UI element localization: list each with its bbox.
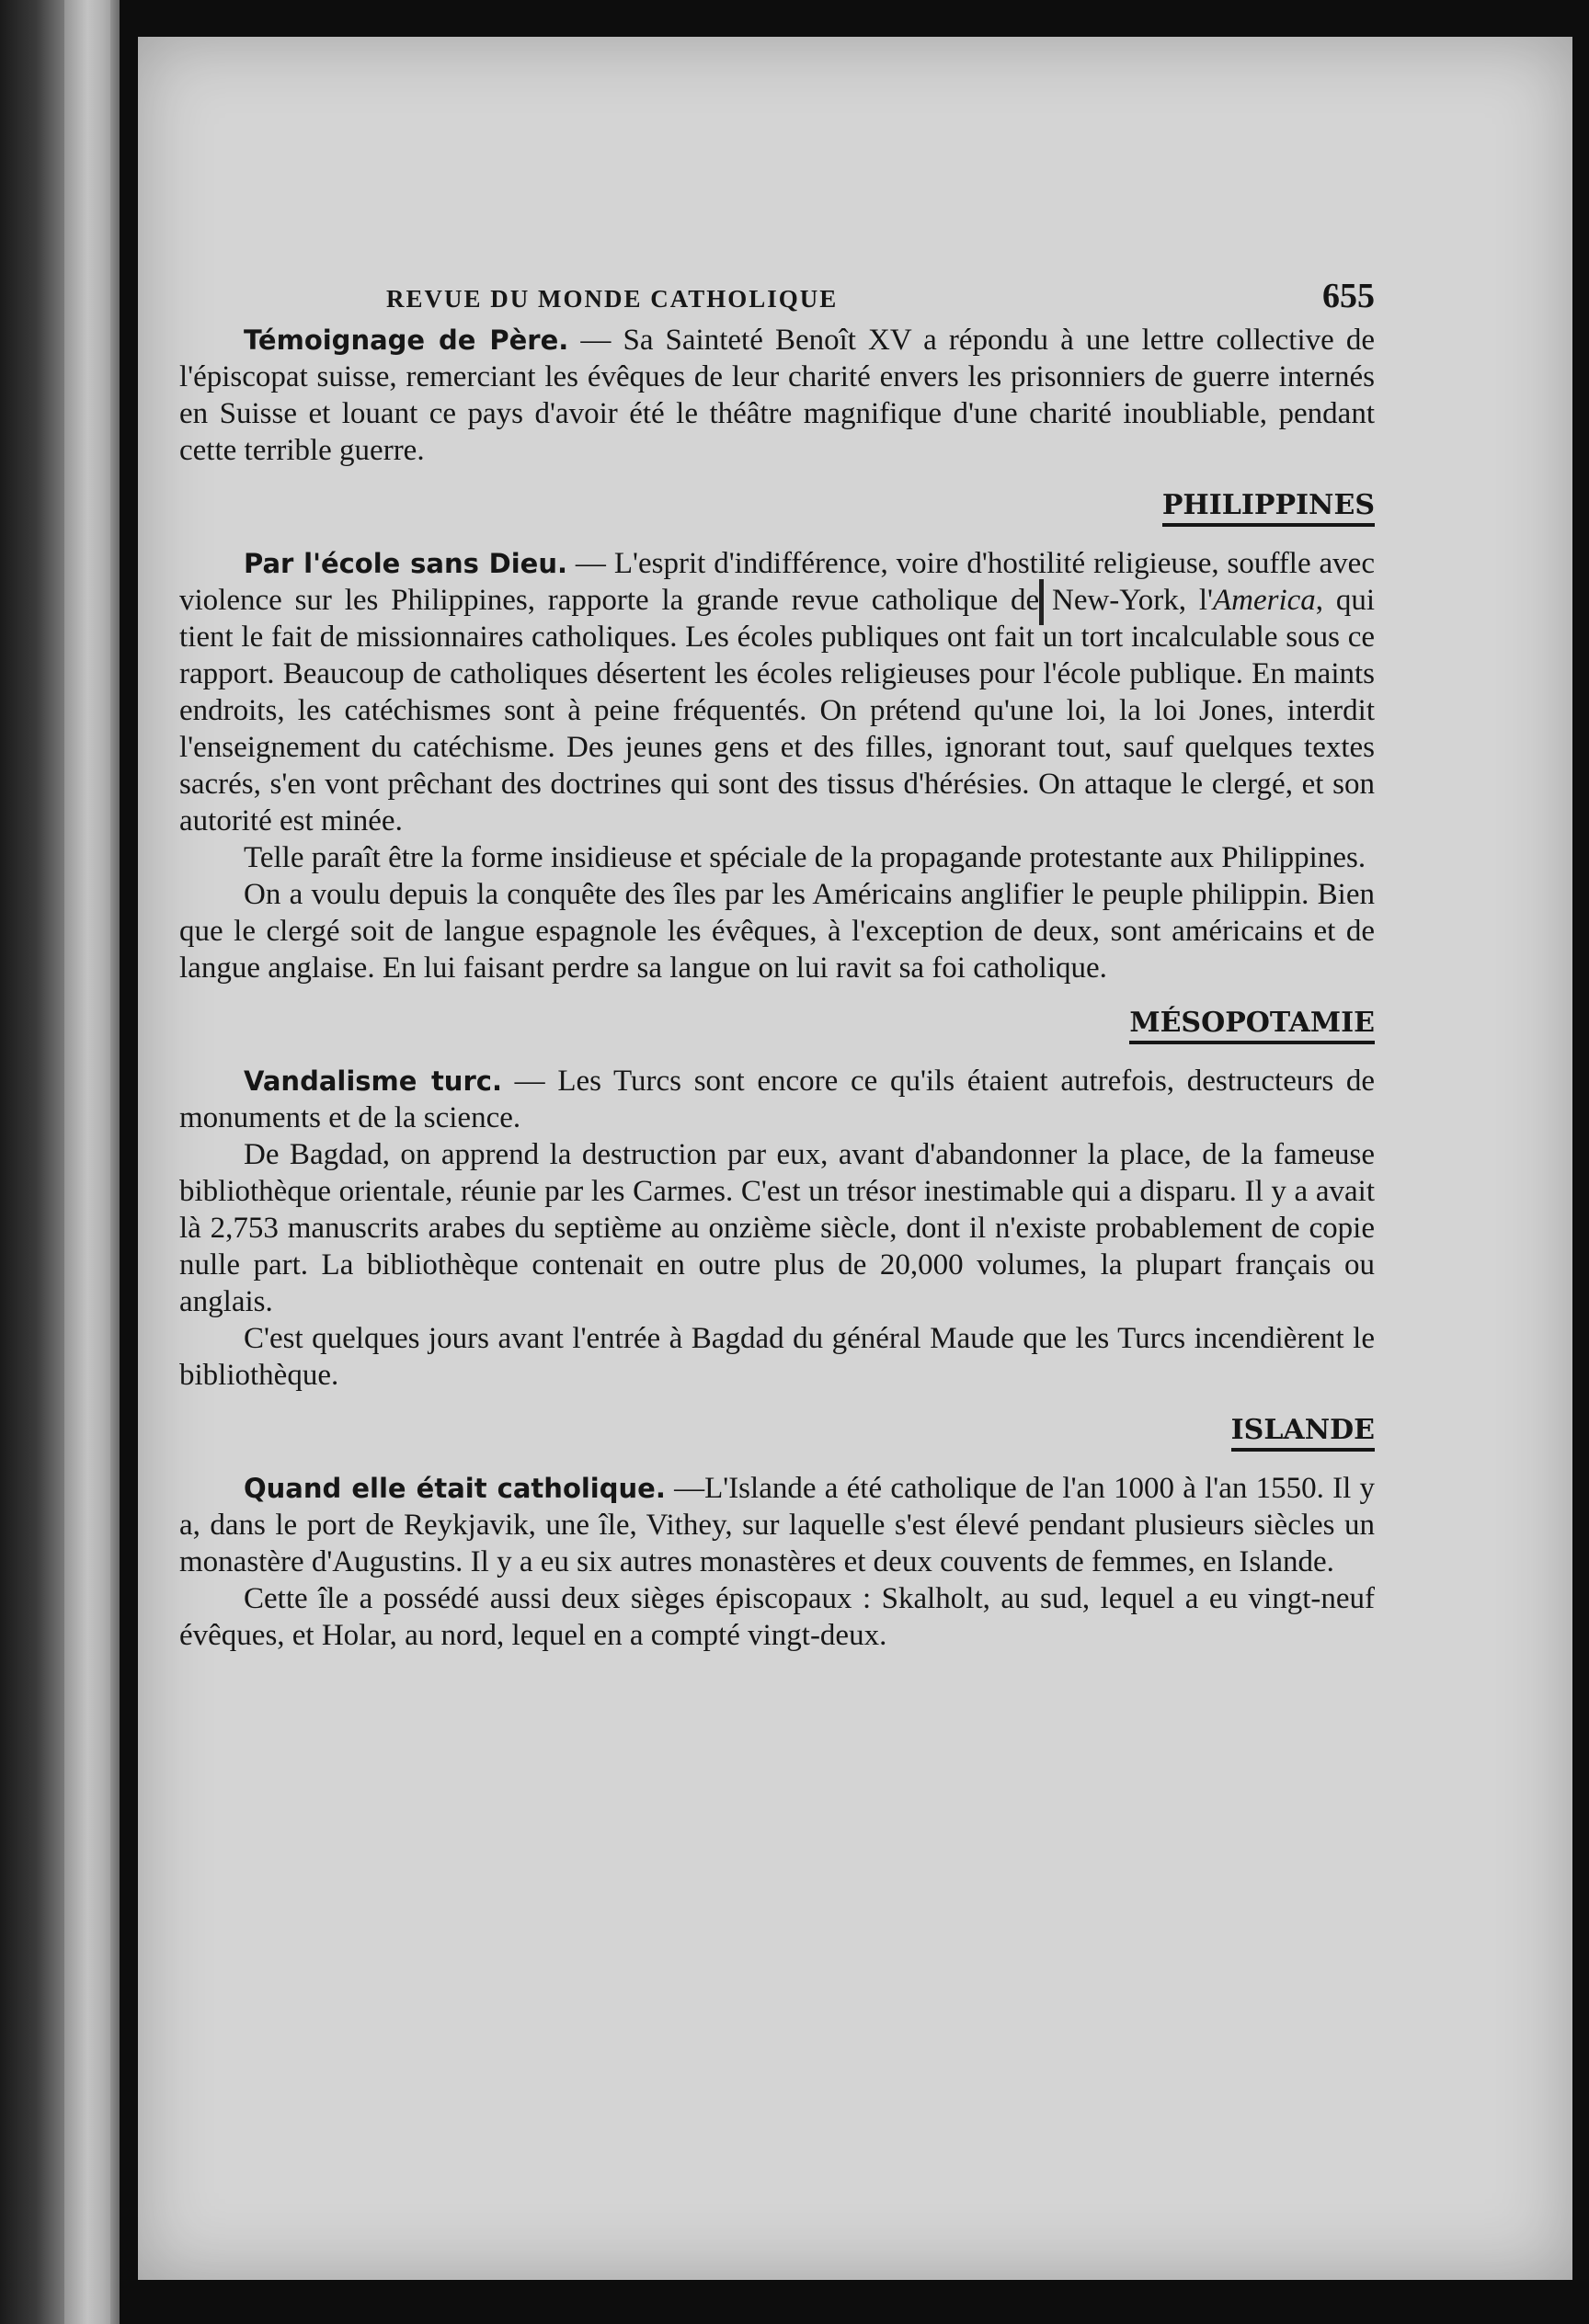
paragraph-text: — L'esprit d'indifférence, voire d'hostilité religieuse, souffle avec violence sur les Philippines, rapporte la grande revue catholique de New-York, l' [179,547,1375,617]
adjacent-page-strip [64,0,110,2324]
paragraph-text: — Les Turcs sont encore ce qu'ils étaient autrefois, destructeurs de monuments et de la science. [179,1065,1375,1134]
paragraph-bagdad: De Bagdad, on apprend la destruction par eux, avant d'abandonner la place, de la fameuse bibliothèque orientale, réunie par les Carmes. C'est un trésor inestimable qui a disparu. Il y a avait là 2,753 manuscrits arabes du septième au onzième siècle, dont il n'existe probablement de copie nulle part. La bibliothèque contenait en outre plus de 20,000 volumes, la plupart français ou anglais. [179,1138,1375,1318]
paragraph-maude: C'est quelques jours avant l'entrée à Bagdad du général Maude que les Turcs incendièrent le bibliothèque. [179,1322,1375,1392]
paragraph-text: — Sa Sainteté Benoît XV a répondu à une lettre collective de l'épiscopat suisse, remerciant les évêques de leur charité envers les prisonniers de guerre internés en Suisse et louant ce pays d'avoir été le théâtre magnifique d'une charité inoubliable, pendant cette terrible guerre. [179,324,1375,467]
section-heading-mesopotamie [179,1007,1375,1039]
paragraph-lead: Quand elle était catholique. [244,1473,666,1504]
running-header [179,267,1375,322]
paragraph-vandalisme [179,1063,1375,1136]
paragraph-propagande: Telle paraît être la forme insidieuse et spéciale de la propagande protestante aux Philippines. [244,841,1366,874]
paragraph-sieges: Cette île a possédé aussi deux sièges épiscopaux : Skalholt, au sud, lequel a eu vingt-neuf évêques, et Holar, au nord, lequel en a compté vingt-deux. [179,1582,1375,1652]
paragraph-italic: America [1212,584,1316,617]
paragraph-temoignage [179,322,1375,469]
section-heading-philippines [179,489,1375,521]
paragraph-conquete: On a voulu depuis la conquête des îles par les Américains anglifier le peuple philippin. Bien que le clergé soit de langue espagnole les évêques, à l'exception de deux, sont américains et de langue anglaise. En lui faisant perdre sa langue on lui ravit sa foi catholique. [179,878,1375,985]
paragraph-lead: Vandalisme turc. [244,1065,502,1097]
paragraph-lead: Témoignage de Père. [244,325,569,356]
paragraph-text: , qui tient le fait de missionnaires catholiques. Les écoles publiques ont fait un tort incalculable sous ce rapport. Beaucoup de catholiques désertent les écoles religieuses pour l'école publique. En maints endroits, les catéchismes sont à peine fréquentés. On prétend qu'une loi, la loi Jones, interdit l'enseignement du catéchisme. Des jeunes gens et des filles, ignorant tout, sauf quelques textes sacrés, s'en vont prêchant des doctrines qui sont des tissus d'hérésies. On attaque le clergé, et son autorité est minée. [179,584,1375,837]
section-heading-text: PHILIPPINES [1162,489,1375,527]
paragraph-lead: Par l'école sans Dieu. [244,548,567,579]
page-content [179,267,1375,1654]
running-title: REVUE DU MONDE CATHOLIQUE [386,285,839,313]
paragraph-islande [179,1470,1375,1580]
section-heading-islande [179,1414,1375,1446]
paragraph-ecole [179,545,1375,839]
section-heading-text: MÉSOPOTAMIE [1129,1007,1375,1044]
page-number: 655 [1322,277,1375,315]
section-heading-text: ISLANDE [1231,1414,1375,1452]
paragraph-text: —L'Islande a été catholique de l'an 1000 à l'an 1550. Il y a, dans le port de Reykjavik, une île, Vithey, sur laquelle s'est élevé pendant plusieurs siècles un monastère d'Augustins. Il y a eu six autres monastères et deux couvents de femmes, en Islande. [179,1472,1375,1578]
